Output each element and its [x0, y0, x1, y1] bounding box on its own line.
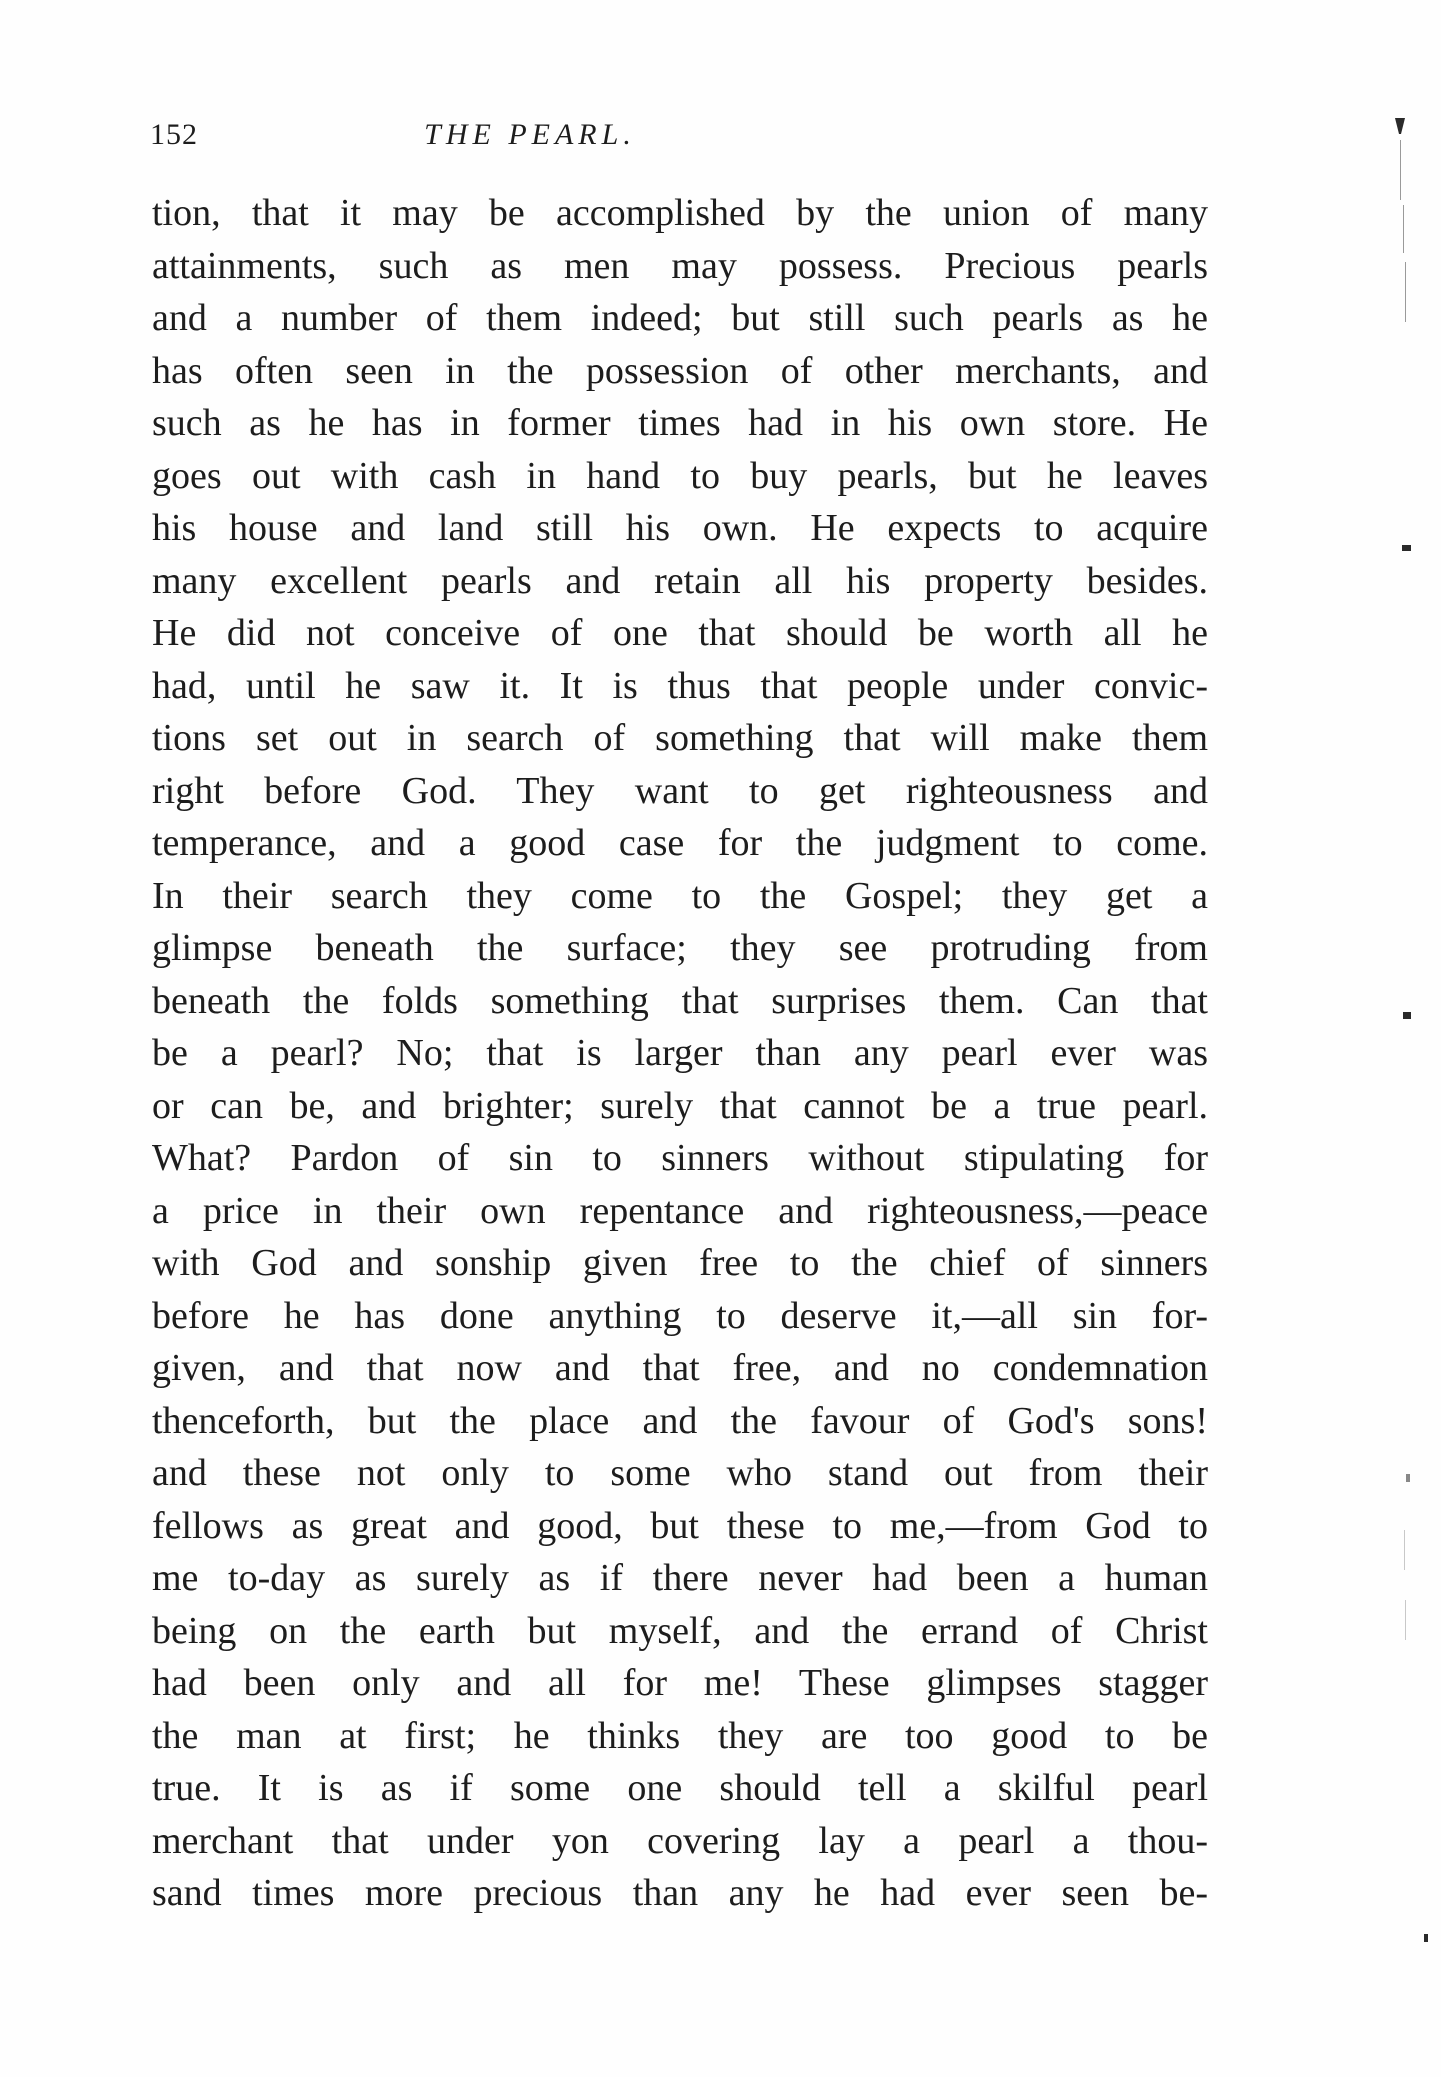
text-line: attainments, such as men may possess. Precious pearls — [152, 244, 1208, 287]
text-line: temperance, and a good case for the judgment to come. — [152, 822, 1208, 864]
text-line: given, and that now and that free, and no condemnation — [152, 1347, 1208, 1389]
text-line: many excellent pearls and retain all his property besides. — [152, 559, 1208, 602]
text-line: merchant that under yon covering lay a pearl a thou- — [152, 1819, 1208, 1862]
text-line: a price in their own repentance and righteousness,—peace — [152, 1189, 1208, 1232]
text-line: being on the earth but myself, and the errand of Christ — [152, 1609, 1208, 1652]
text-line: and a number of them indeed; but still such pearls as he — [152, 297, 1208, 339]
text-line: thenceforth, but the place and the favour of God's sons! — [152, 1399, 1208, 1442]
scan-mark — [1406, 1474, 1410, 1482]
text-line: tions set out in search of something that will make them — [152, 717, 1208, 759]
text-line: had, until he saw it. It is thus that people under convic- — [152, 664, 1208, 707]
text-line: before he has done anything to deserve it,—all sin for- — [152, 1294, 1208, 1337]
scan-mark — [1395, 118, 1405, 134]
text-line: goes out with cash in hand to buy pearls, but he leaves — [152, 454, 1208, 497]
scan-edge-line — [1404, 1530, 1405, 1570]
running-title: THE PEARL. — [424, 118, 636, 151]
running-head — [150, 112, 1210, 162]
text-line: the man at first; he thinks they are too good to be — [152, 1714, 1208, 1757]
page-number: 152 — [150, 118, 198, 151]
text-line: such as he has in former times had in his own store. He — [152, 402, 1208, 444]
text-line: and these not only to some who stand out from their — [152, 1452, 1208, 1494]
text-line: beneath the folds something that surprises them. Can that — [152, 979, 1208, 1022]
text-line: In their search they come to the Gospel; they get a — [152, 874, 1208, 917]
scan-edge-line — [1400, 140, 1401, 200]
text-line: glimpse beneath the surface; they see protruding from — [152, 927, 1208, 969]
text-line: He did not conceive of one that should be worth all he — [152, 612, 1208, 654]
scan-edge-line — [1405, 262, 1406, 322]
text-line: with God and sonship given free to the chief of sinners — [152, 1242, 1208, 1284]
text-line: What? Pardon of sin to sinners without stipulating for — [152, 1137, 1208, 1179]
text-line: me to-day as surely as if there never had been a human — [152, 1557, 1208, 1599]
text-line: his house and land still his own. He expects to acquire — [152, 507, 1208, 549]
text-line: right before God. They want to get righteousness and — [152, 769, 1208, 812]
text-line: fellows as great and good, but these to me,—from God to — [152, 1504, 1208, 1547]
scan-mark — [1403, 1012, 1411, 1019]
body-text — [152, 187, 1212, 1920]
text-line: be a pearl? No; that is larger than any pearl ever was — [152, 1032, 1208, 1074]
text-line: or can be, and brighter; surely that cannot be a true pearl. — [152, 1084, 1208, 1127]
text-line: had been only and all for me! These glimpses stagger — [152, 1662, 1208, 1704]
scan-mark — [1424, 1934, 1428, 1942]
scan-mark — [1402, 545, 1411, 551]
text-line: true. It is as if some one should tell a skilful pearl — [152, 1767, 1208, 1809]
scan-edge-line — [1403, 205, 1404, 253]
scan-edge-line — [1405, 1600, 1406, 1640]
text-line: has often seen in the possession of other merchants, and — [152, 349, 1208, 392]
text-line: tion, that it may be accomplished by the union of many — [152, 192, 1208, 234]
text-line: sand times more precious than any he had ever seen be- — [152, 1872, 1208, 1914]
